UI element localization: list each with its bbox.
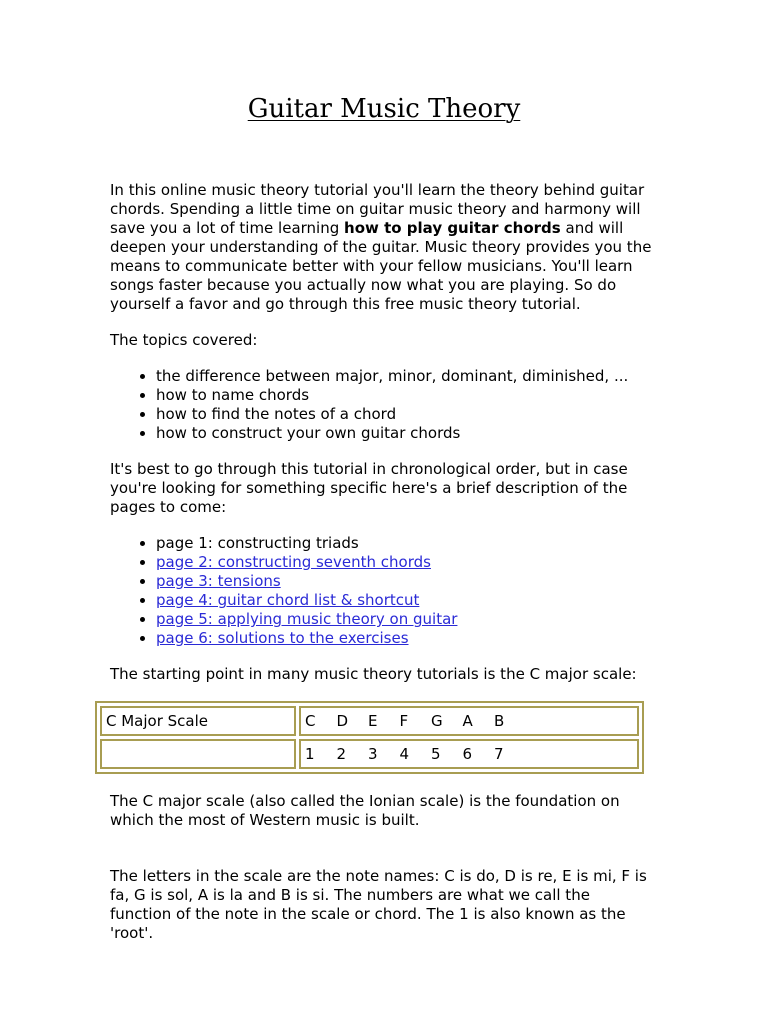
scale-notes-cell (299, 706, 639, 736)
note-number: 7 (494, 744, 504, 763)
spacer (110, 847, 655, 867)
topics-list (110, 367, 655, 443)
note-name: A (462, 711, 473, 730)
note-number: 2 (336, 744, 347, 763)
note-name: F (399, 711, 409, 730)
topic-item: • the difference between major, minor, dominant, diminished, ... (156, 367, 655, 386)
page-item (156, 591, 655, 610)
note-name: C (305, 711, 316, 730)
starting-point-paragraph: The starting point in many music theory tutorials is the C major scale: (110, 665, 637, 683)
note-name: D (336, 711, 349, 730)
scale-numbers-cell (299, 739, 639, 769)
note-number: 1 (305, 744, 315, 763)
page-item (156, 629, 655, 648)
table-row (100, 706, 639, 736)
table-row (100, 739, 639, 769)
order-paragraph: It's best to go through this tutorial in chronological order, but in case you're looking for something specific here's a brief description of the pages to come: (110, 460, 628, 516)
page-item (156, 553, 655, 572)
ionian-paragraph: The C major scale (also called the Ionian scale) is the foundation on which the most of Western music is built. (110, 792, 620, 829)
page-item (156, 572, 655, 591)
topic-item: • how to find the notes of a chord (156, 405, 655, 424)
note-number: 5 (431, 744, 441, 763)
intro-text-2: and will deepen your understanding of the guitar. Music theory provides you the means to communicate better with your fellow musicians. You'll learn songs faster because you actually now what you are playing. So do yourself a favor and go through this free music theory tutorial. (110, 219, 652, 313)
page-item (156, 610, 655, 629)
note-number: 6 (462, 744, 473, 763)
page-link-6[interactable]: page 6: solutions to the exercises (156, 629, 409, 647)
intro-paragraph (110, 181, 655, 314)
page-item-current: • page 1: constructing triads (156, 534, 655, 553)
page-link-5[interactable]: page 5: applying music theory on guitar (156, 610, 458, 628)
intro-bold-text: how to play guitar chords (344, 219, 561, 237)
empty-label-cell (100, 739, 296, 769)
topics-heading: The topics covered: (110, 331, 258, 349)
c-major-scale-table (95, 701, 644, 774)
article-body (106, 181, 655, 960)
topic-item: • how to name chords (156, 386, 655, 405)
page-link-2[interactable]: page 2: constructing seventh chords (156, 553, 431, 571)
note-number: 4 (399, 744, 410, 763)
page-link-4[interactable]: page 4: guitar chord list & shortcut (156, 591, 420, 609)
scale-label-cell: C Major Scale (100, 706, 296, 736)
page-title: Guitar Music Theory (247, 94, 521, 124)
page-link-3[interactable]: page 3: tensions (156, 572, 281, 590)
note-name: G (431, 711, 443, 730)
pages-list (110, 534, 655, 648)
note-name: B (494, 711, 505, 730)
note-name: E (368, 711, 378, 730)
note-number: 3 (368, 744, 378, 763)
letters-paragraph: The letters in the scale are the note names: C is do, D is re, E is mi, F is fa, G is sol, A is la and B is si. The numbers are what we call the function of the note in the scale or chord. The 1 is also known as the 'root'. (110, 867, 647, 942)
topic-item: • how to construct your own guitar chords (156, 424, 655, 443)
intro-text-1: In this online music theory tutorial you'll learn the theory behind guitar chords. Spending a little time on guitar music theory and harmony will save you a lot of time learning (110, 181, 645, 237)
